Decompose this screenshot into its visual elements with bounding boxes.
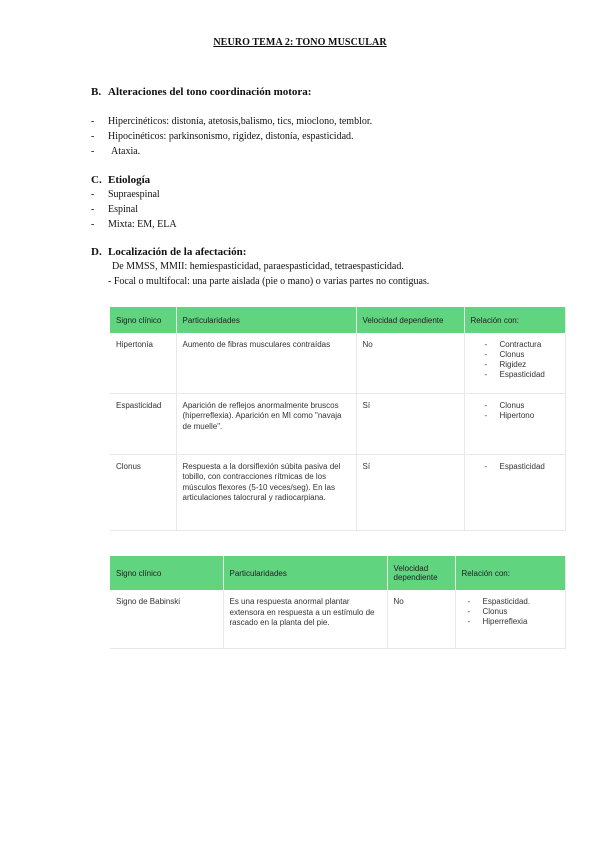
relation-list — [485, 401, 559, 421]
section-c-letter: C. — [91, 174, 102, 186]
table-row — [110, 454, 565, 530]
list-item: - Clonus — [468, 607, 559, 617]
list-item: - Clonus — [485, 350, 559, 360]
cell-signo: Espasticidad — [110, 393, 176, 454]
list-item: - Rigidez — [485, 360, 559, 370]
cell-particularidades: Aumento de fibras musculares contraídas — [176, 333, 356, 393]
babinski-table — [110, 556, 566, 649]
cell-velocidad: No — [356, 333, 464, 393]
table-header: Particularidades — [223, 556, 387, 590]
table-header: Relación con: — [455, 556, 565, 590]
relation-list — [468, 597, 559, 627]
table-row — [110, 333, 565, 393]
list-item: - Contractura — [485, 340, 559, 350]
cell-velocidad: Sí — [356, 454, 464, 530]
list-item: - Espasticidad — [485, 462, 559, 472]
cell-velocidad: Sí — [356, 393, 464, 454]
section-d-title: Localización de la afectación: — [108, 246, 247, 258]
list-item: - Espasticidad. — [468, 597, 559, 607]
section-c-heading — [91, 174, 150, 186]
relation-list — [485, 340, 559, 380]
table-row — [110, 393, 565, 454]
section-c-title: Etiología — [108, 174, 151, 186]
table-header: Particularidades — [176, 307, 356, 333]
table-header: Signo clínico — [110, 307, 176, 333]
cell-signo: Signo de Babinski — [110, 590, 223, 648]
relation-list — [485, 462, 559, 472]
table-header: Velocidad dependiente — [387, 556, 455, 590]
cell-particularidades: Respuesta a la dorsiflexión súbita pasiva del tobillo, con contracciones rítmicas de los músculos flexores (5-10 veces/seg). En las articulaciones talocrural y radiocarpiana. — [176, 454, 356, 530]
section-d-line: - Focal o multifocal: una parte aislada (pie o mano) o varias partes no contiguas. — [108, 276, 430, 287]
cell-signo: Clonus — [110, 454, 176, 530]
list-item: - Hiperreflexia — [468, 617, 559, 627]
cell-particularidades: Aparición de reflejos anormalmente bruscos (hiperreflexia). Aparición en MI como "navaja de muelle". — [176, 393, 356, 454]
cell-particularidades: Es una respuesta anormal plantar extensora en respuesta a un estímulo de rascado en la planta del pie. — [223, 590, 387, 648]
table-header: Relación con: — [464, 307, 565, 333]
table-header: Signo clínico — [110, 556, 223, 590]
page-title: NEURO TEMA 2: TONO MUSCULAR — [213, 37, 387, 48]
list-item: - Hipertono — [485, 411, 559, 421]
section-b-heading — [91, 86, 311, 98]
clinical-signs-table — [110, 307, 566, 531]
list-item: - Clonus — [485, 401, 559, 411]
table-header: Velocidad dependiente — [356, 307, 464, 333]
cell-velocidad: No — [387, 590, 455, 648]
cell-signo: Hipertonía — [110, 333, 176, 393]
section-d-heading — [91, 246, 246, 258]
section-d-letter: D. — [91, 246, 102, 258]
section-b-title: Alteraciones del tono coordinación motora: — [108, 86, 312, 98]
section-b-letter: B. — [91, 86, 102, 98]
section-d-line: De MMSS, MMII: hemiespasticidad, paraespasticidad, tetraespasticidad. — [112, 261, 404, 272]
table-row — [110, 590, 565, 648]
list-item: - Espasticidad — [485, 370, 559, 380]
